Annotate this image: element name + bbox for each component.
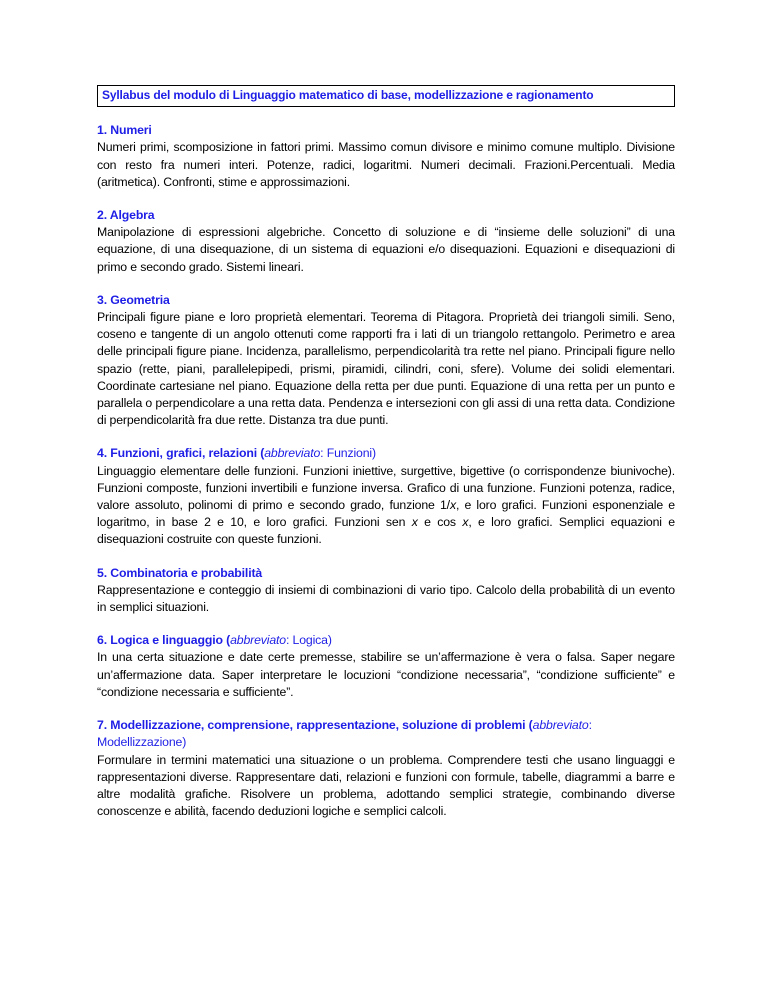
heading-main: 7. Modellizzazione, comprensione, rappresentazione, soluzione di problemi [97, 718, 529, 733]
section-heading: 7. Modellizzazione, comprensione, rappresentazione, soluzione di problemi (abbreviato: Modellizzazione) [97, 718, 592, 750]
section-heading: 4. Funzioni, grafici, relazioni (abbreviato: Funzioni) [97, 446, 376, 461]
section-heading: 5. Combinatoria e probabilità [97, 565, 263, 580]
section-numeri [97, 122, 675, 191]
abbreviation-value: : Funzioni) [320, 446, 376, 461]
section-body: Numeri primi, scomposizione in fattori primi. Massimo comun divisore e minimo comune multiplo. Divisione con resto fra numeri interi. Potenze, radici, logaritmi. Numeri decimali. Frazioni.Percentuali. Media (aritmetica). Confronti, stime e approssimazioni. [97, 140, 675, 189]
section-algebra [97, 207, 675, 276]
heading-main: 6. Logica e linguaggio [97, 633, 227, 648]
section-heading: 6. Logica e linguaggio (abbreviato: Logica) [97, 633, 332, 648]
variable-x: x [411, 515, 418, 530]
section-heading: 3. Geometria [97, 292, 170, 307]
abbreviation-value: : Logica) [286, 633, 332, 648]
abbreviation-value: : [588, 718, 592, 733]
section-logica [97, 632, 675, 701]
heading-main: 4. Funzioni, grafici, relazioni [97, 446, 261, 461]
document-page [97, 85, 675, 836]
abbreviation-label: abbreviato [532, 718, 589, 733]
section-combinatoria [97, 565, 675, 617]
syllabus-title-box [97, 85, 675, 107]
section-body: Rappresentazione e conteggio di insiemi di combinazioni di vario tipo. Calcolo della probabilità di un evento in semplici situazioni. [97, 582, 675, 615]
variable-x: x [462, 515, 469, 530]
abbreviation-label: abbreviato [264, 446, 321, 461]
section-heading: 1. Numeri [97, 123, 152, 138]
section-funzioni [97, 445, 675, 548]
section-body: Formulare in termini matematici una situazione o un problema. Comprendere testi che usano linguaggi e rappresentazioni diverse. Rappresentare dati, relazioni e funzioni con formule, tabelle, diagrammi a barre e altre modalità grafiche. Risolvere un problema, adottando semplici strategie, combinando diverse conoscenze e abilità, facendo deduzioni logiche e semplici calcoli. [97, 752, 675, 819]
section-modellizzazione [97, 717, 675, 820]
body-text: , e loro grafici. Funzioni esponenziale e logaritmo, in base 2 e 10, e loro grafici. Funzioni sen [97, 498, 675, 530]
body-text: Linguaggio elementare delle funzioni. Funzioni iniettive, surgettive, bigettive (o corrispondenze biunivoche). Funzioni composte, funzioni invertibili e funzione inversa. Grafico di una funzione. Funzioni potenza, radice, valore assoluto, polinomi di primo e secondo grado, funzione 1/ [97, 463, 675, 513]
section-geometria [97, 292, 675, 430]
section-body: Manipolazione di espressioni algebriche. Concetto di soluzione e di “insieme delle soluzioni” di una equazione, di una disequazione, di un sistema di equazioni e/o disequazioni. Equazioni e disequazioni di primo e secondo grado. Sistemi lineari. [97, 225, 675, 274]
section-body: In una certa situazione e date certe premesse, stabilire se un’affermazione è vera o falsa. Saper negare un’affermazione data. Saper interpretare le locuzioni “condizione necessaria”, “condizione sufficiente” e “condizione necessaria e sufficiente”. [97, 650, 675, 699]
variable-x: x [449, 498, 456, 513]
body-text: , e loro grafici. Semplici equazioni e disequazioni costruite con queste funzioni. [97, 515, 675, 547]
section-heading: 2. Algebra [97, 208, 155, 223]
abbreviation-label: abbreviato [230, 633, 286, 648]
body-text: e cos [417, 515, 463, 530]
syllabus-title: Syllabus del modulo di Linguaggio matematico di base, modellizzazione e ragionamento [102, 88, 594, 102]
abbreviation-value-cont: Modellizzazione) [97, 735, 187, 750]
section-body [97, 463, 675, 549]
section-body: Principali figure piane e loro proprietà elementari. Teorema di Pitagora. Proprietà dei triangoli simili. Seno, coseno e tangente di un angolo ottenuti come rapporti fra i lati di un triangolo rettangolo. Perimetro e area delle principali figure piane. Incidenza, parallelismo, perpendicolarità tra rette nel piano. Principali figure nello spazio (rette, piani, parallelepipedi, prismi, piramidi, cilindri, coni, sfere). Volume dei solidi elementari. Coordinate cartesiane nel piano. Equazione della retta per due punti. Equazione di una retta per un punto e parallela o perpendicolare a una retta data. Pendenza e intersezioni con gli assi di una retta data. Condizione di perpendicolarità fra due rette. Distanza tra due punti. [97, 310, 675, 428]
